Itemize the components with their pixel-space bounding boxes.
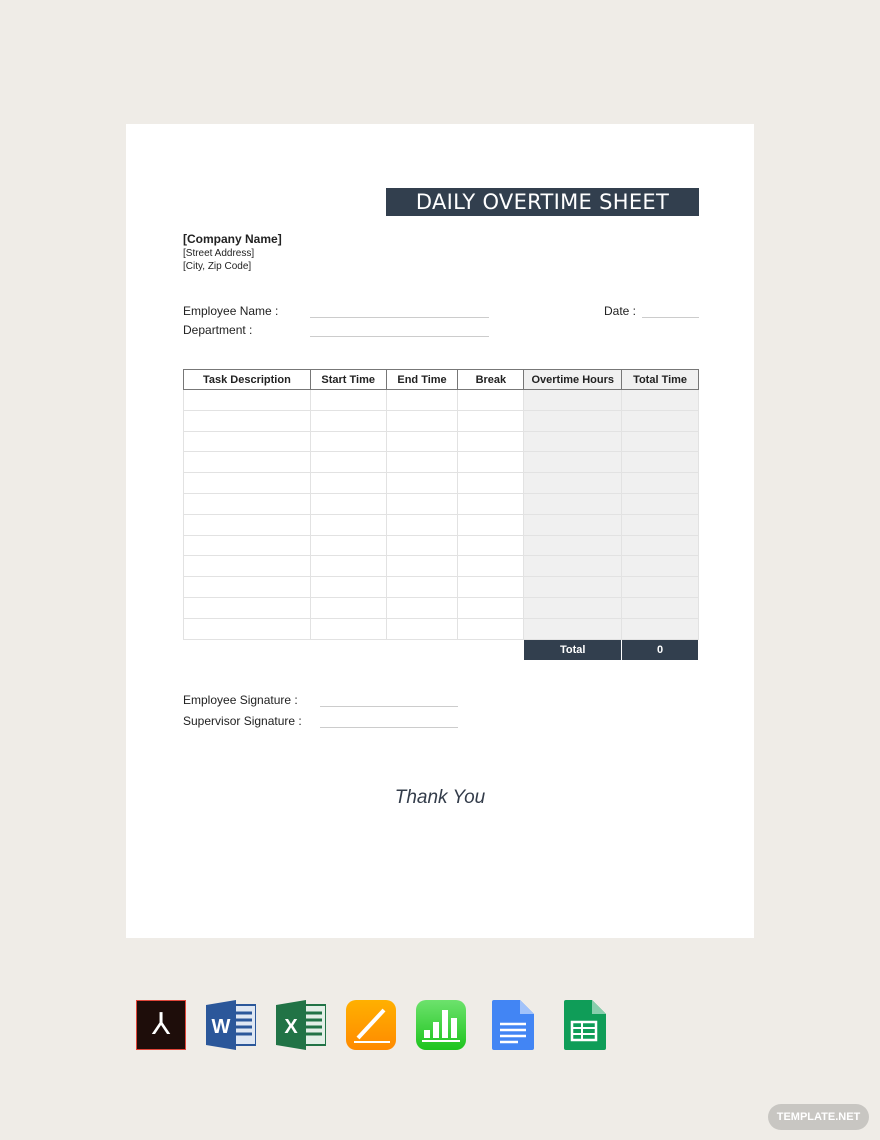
table-cell[interactable] [622, 618, 699, 639]
table-cell[interactable] [622, 431, 699, 452]
table-cell[interactable] [386, 597, 458, 618]
table-cell[interactable] [184, 556, 311, 577]
table-cell[interactable] [524, 473, 622, 494]
header-start-time: Start Time [310, 370, 386, 390]
table-row [184, 597, 699, 618]
header-break: Break [458, 370, 524, 390]
table-cell[interactable] [310, 556, 386, 577]
overtime-table [183, 369, 699, 661]
table-cell[interactable] [622, 597, 699, 618]
table-cell[interactable] [524, 452, 622, 473]
table-cell[interactable] [310, 577, 386, 598]
table-cell[interactable] [458, 556, 524, 577]
table-row [184, 473, 699, 494]
apple-numbers-icon[interactable] [416, 1000, 466, 1050]
table-cell[interactable] [310, 452, 386, 473]
table-cell[interactable] [386, 535, 458, 556]
table-cell[interactable] [184, 618, 311, 639]
table-row [184, 618, 699, 639]
header-end-time: End Time [386, 370, 458, 390]
city-zip: [City, Zip Code] [183, 261, 252, 272]
table-cell[interactable] [458, 431, 524, 452]
document-title: DAILY OVERTIME SHEET [386, 188, 699, 216]
employee-name-field[interactable] [310, 317, 489, 318]
svg-text:X: X [284, 1016, 298, 1038]
adobe-acrobat-icon[interactable]: ⅄ [136, 1000, 186, 1050]
google-sheets-icon[interactable] [558, 1000, 608, 1050]
table-cell[interactable] [310, 535, 386, 556]
date-label: Date : [604, 304, 637, 318]
table-cell[interactable] [184, 473, 311, 494]
table-cell[interactable] [524, 431, 622, 452]
table-cell[interactable] [310, 618, 386, 639]
table-cell[interactable] [386, 618, 458, 639]
supervisor-signature-label: Supervisor Signature : [183, 714, 302, 728]
template-net-badge[interactable]: TEMPLATE.NET [768, 1104, 869, 1130]
employee-signature-label: Employee Signature : [183, 693, 298, 707]
table-cell[interactable] [458, 473, 524, 494]
table-cell[interactable] [458, 618, 524, 639]
table-cell[interactable] [622, 535, 699, 556]
table-cell[interactable] [524, 410, 622, 431]
table-row [184, 577, 699, 598]
table-cell[interactable] [458, 452, 524, 473]
table-cell[interactable] [622, 577, 699, 598]
table-cell[interactable] [310, 431, 386, 452]
employee-name-label: Employee Name : [183, 304, 279, 318]
ms-excel-icon[interactable] [276, 1000, 326, 1050]
total-value: 0 [622, 639, 699, 660]
table-row [184, 452, 699, 473]
table-row [184, 514, 699, 535]
table-cell[interactable] [458, 597, 524, 618]
table-cell[interactable] [458, 390, 524, 411]
header-overtime-hours: Overtime Hours [524, 370, 622, 390]
table-cell[interactable] [622, 473, 699, 494]
table-cell[interactable] [184, 493, 311, 514]
table-cell[interactable] [386, 556, 458, 577]
table-cell[interactable] [386, 390, 458, 411]
table-header-row [184, 370, 699, 390]
table-cell[interactable] [184, 597, 311, 618]
table-cell[interactable] [310, 597, 386, 618]
total-row [184, 639, 699, 660]
table-cell[interactable] [622, 410, 699, 431]
table-cell[interactable] [386, 577, 458, 598]
table-cell[interactable] [458, 410, 524, 431]
table-cell[interactable] [184, 410, 311, 431]
table-cell[interactable] [524, 535, 622, 556]
employee-signature-field[interactable] [320, 706, 458, 707]
table-cell[interactable] [524, 618, 622, 639]
table-cell[interactable] [622, 452, 699, 473]
table-cell[interactable] [524, 493, 622, 514]
table-cell[interactable] [524, 390, 622, 411]
table-cell[interactable] [184, 452, 311, 473]
table-cell[interactable] [386, 493, 458, 514]
table-row [184, 493, 699, 514]
table-row [184, 390, 699, 411]
google-docs-icon[interactable] [486, 1000, 536, 1050]
table-cell[interactable] [310, 514, 386, 535]
table-cell[interactable] [524, 514, 622, 535]
ms-word-icon[interactable] [206, 1000, 256, 1050]
table-cell[interactable] [622, 556, 699, 577]
table-row [184, 431, 699, 452]
department-field[interactable] [310, 336, 489, 337]
table-cell[interactable] [184, 577, 311, 598]
table-row [184, 556, 699, 577]
table-cell[interactable] [184, 514, 311, 535]
table-cell[interactable] [184, 431, 311, 452]
company-name: [Company Name] [183, 232, 282, 246]
table-cell[interactable] [310, 473, 386, 494]
table-cell[interactable] [458, 514, 524, 535]
thank-you-text: Thank You [394, 787, 486, 808]
table-cell[interactable] [386, 514, 458, 535]
apple-pages-icon[interactable] [346, 1000, 396, 1050]
table-cell[interactable] [458, 535, 524, 556]
table-cell[interactable] [386, 452, 458, 473]
department-label: Department : [183, 323, 253, 337]
date-field[interactable] [642, 317, 699, 318]
table-cell[interactable] [310, 390, 386, 411]
table-cell[interactable] [310, 410, 386, 431]
table-cell[interactable] [622, 514, 699, 535]
table-cell[interactable] [386, 410, 458, 431]
table-cell[interactable] [524, 556, 622, 577]
table-cell[interactable] [184, 535, 311, 556]
table-cell[interactable] [622, 390, 699, 411]
table-cell[interactable] [386, 431, 458, 452]
table-cell[interactable] [386, 473, 458, 494]
table-cell[interactable] [310, 493, 386, 514]
table-cell[interactable] [524, 597, 622, 618]
total-label: Total [524, 639, 622, 660]
table-cell[interactable] [184, 390, 311, 411]
table-cell[interactable] [458, 577, 524, 598]
header-task-description: Task Description [184, 370, 311, 390]
table-row [184, 410, 699, 431]
supervisor-signature-field[interactable] [320, 727, 458, 728]
table-cell[interactable] [458, 493, 524, 514]
table-row [184, 535, 699, 556]
table-cell[interactable] [524, 577, 622, 598]
street-address: [Street Address] [183, 248, 255, 259]
svg-text:W: W [211, 1016, 231, 1038]
header-total-time: Total Time [622, 370, 699, 390]
table-cell[interactable] [622, 493, 699, 514]
